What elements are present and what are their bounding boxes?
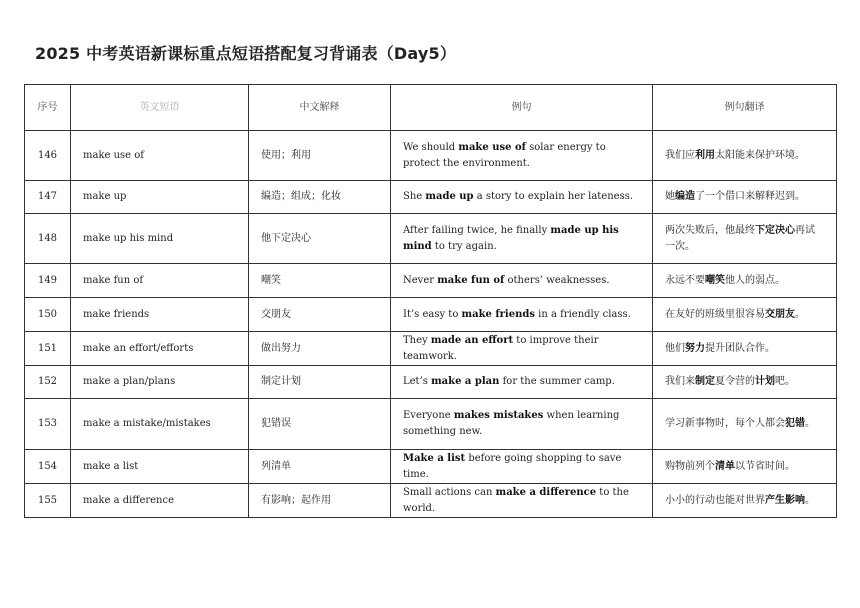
row-phrase: make use of [71,131,249,181]
row-example [391,450,653,484]
row-meaning: 做出努力 [249,332,391,366]
row-translation [653,214,837,264]
row-translation [653,131,837,181]
example-text: solar energy to protect the environment. [403,141,606,169]
example-highlight: make a difference [495,486,597,498]
row-translation [653,264,837,298]
row-phrase: make an effort/efforts [71,332,249,366]
example-highlight: makes mistakes [453,410,544,421]
translation-text: 。 [805,418,815,429]
row-example [391,298,653,332]
translation-text: 他们 [665,342,685,354]
translation-highlight: 努力 [685,342,705,354]
row-example [391,399,653,450]
row-phrase: make a plan/plans [71,366,249,399]
table-row [25,332,837,366]
row-phrase: make up [71,181,249,214]
table-row [25,366,837,399]
translation-highlight: 清单 [715,460,735,472]
row-translation [653,366,837,399]
row-number: 155 [25,484,71,518]
row-phrase: make up his mind [71,214,249,264]
row-translation [653,181,837,214]
example-highlight: made an effort [430,334,514,346]
row-meaning: 制定计划 [249,366,391,399]
row-phrase: make a list [71,450,249,484]
translation-text: 他人的弱点。 [725,274,785,286]
example-text: a story to explain her lateness. [473,191,634,202]
example-text: when learning something new. [403,410,620,437]
row-example [391,264,653,298]
table-header-row [25,85,837,131]
translation-highlight: 嘲笑 [705,274,725,286]
row-example [391,484,653,518]
row-translation [653,332,837,366]
row-number: 150 [25,298,71,332]
translation-highlight: 下定决心 [755,224,795,236]
translation-highlight: 犯错 [785,418,805,429]
row-number: 147 [25,181,71,214]
translation-text: 在友好的班级里很容易 [665,308,765,320]
example-text: Never [403,274,438,286]
row-example [391,131,653,181]
example-text: She [403,191,426,202]
example-text: for the summer camp. [499,376,615,387]
example-text: others’ weaknesses. [504,274,610,286]
row-phrase: make fun of [71,264,249,298]
row-translation [653,484,837,518]
translation-text: 。 [795,308,805,320]
example-text: They [403,334,431,346]
table-row [25,484,837,518]
row-number: 151 [25,332,71,366]
example-text: After failing twice, he finally [403,224,551,236]
row-phrase: make a mistake/mistakes [71,399,249,450]
row-phrase: make friends [71,298,249,332]
row-example [391,366,653,399]
translation-text: 她 [665,191,675,202]
example-highlight: make friends [461,308,535,320]
row-phrase: make a difference [71,484,249,518]
translation-text: 购物前列个 [665,460,715,472]
row-number: 149 [25,264,71,298]
row-example [391,332,653,366]
example-highlight: Make a list [403,452,466,464]
header-translation: 例句翻译 [653,85,837,131]
row-number: 146 [25,131,71,181]
row-number: 153 [25,399,71,450]
translation-text: 吧。 [775,376,795,387]
row-translation [653,450,837,484]
page-title: 2025 中考英语新课标重点短语搭配复习背诵表（Day5） [35,44,457,63]
translation-highlight: 编造 [675,191,695,202]
example-text: We should [403,141,459,153]
row-example [391,181,653,214]
header-example: 例句 [391,85,653,131]
example-text: to try again. [431,240,497,252]
translation-text: 以节省时间。 [735,460,795,472]
translation-text: 我们来 [665,376,695,387]
row-example [391,214,653,264]
row-translation [653,399,837,450]
row-meaning: 列清单 [249,450,391,484]
table-row [25,264,837,298]
example-text: in a friendly class. [534,308,631,320]
translation-text: 学习新事物时，每个人都会 [665,418,785,429]
example-text: to the world. [403,486,629,514]
translation-text: 了一个借口来解释迟到。 [695,191,805,202]
row-number: 154 [25,450,71,484]
example-highlight: made up his mind [403,224,619,252]
row-meaning: 有影响；起作用 [249,484,391,518]
table-row [25,214,837,264]
header-phrase: 英文短语 [71,85,249,131]
row-number: 148 [25,214,71,264]
example-highlight: make fun of [437,274,505,286]
row-meaning: 嘲笑 [249,264,391,298]
example-text: Everyone [403,410,454,421]
table-row [25,399,837,450]
header-seq: 序号 [25,85,71,131]
translation-text: 提升团队合作。 [705,342,775,354]
example-text: before going shopping to save time. [403,452,622,480]
translation-highlight: 制定 [695,376,715,387]
header-meaning: 中文解释 [249,85,391,131]
table-row [25,298,837,332]
row-meaning: 他下定决心 [249,214,391,264]
translation-highlight: 交朋友 [765,308,795,320]
example-highlight: made up [425,191,474,202]
row-translation [653,298,837,332]
translation-highlight: 产生影响 [765,494,805,506]
translation-text: 再试一次。 [665,224,815,252]
row-meaning: 编造；组成；化妆 [249,181,391,214]
translation-text: 。 [805,494,815,506]
translation-text: 永远不要 [665,274,705,286]
translation-text: 太阳能来保护环境。 [715,149,805,161]
table-row [25,131,837,181]
row-meaning: 犯错误 [249,399,391,450]
table-row [25,181,837,214]
row-meaning: 使用；利用 [249,131,391,181]
translation-text: 小小的行动也能对世界 [665,494,765,506]
translation-text: 我们应 [665,149,695,161]
row-number: 152 [25,366,71,399]
example-text: Let’s [403,376,432,387]
table-row [25,450,837,484]
example-text: Small actions can [403,486,496,498]
translation-text: 夏令营的 [715,376,755,387]
translation-highlight: 计划 [755,376,775,387]
example-highlight: make use of [458,141,526,153]
example-highlight: make a plan [431,376,500,387]
phrase-table [24,84,837,518]
example-text: It’s easy to [403,308,462,320]
translation-text: 两次失败后，他最终 [665,224,755,236]
row-meaning: 交朋友 [249,298,391,332]
translation-highlight: 利用 [695,149,715,161]
example-text: to improve their teamwork. [403,334,599,362]
